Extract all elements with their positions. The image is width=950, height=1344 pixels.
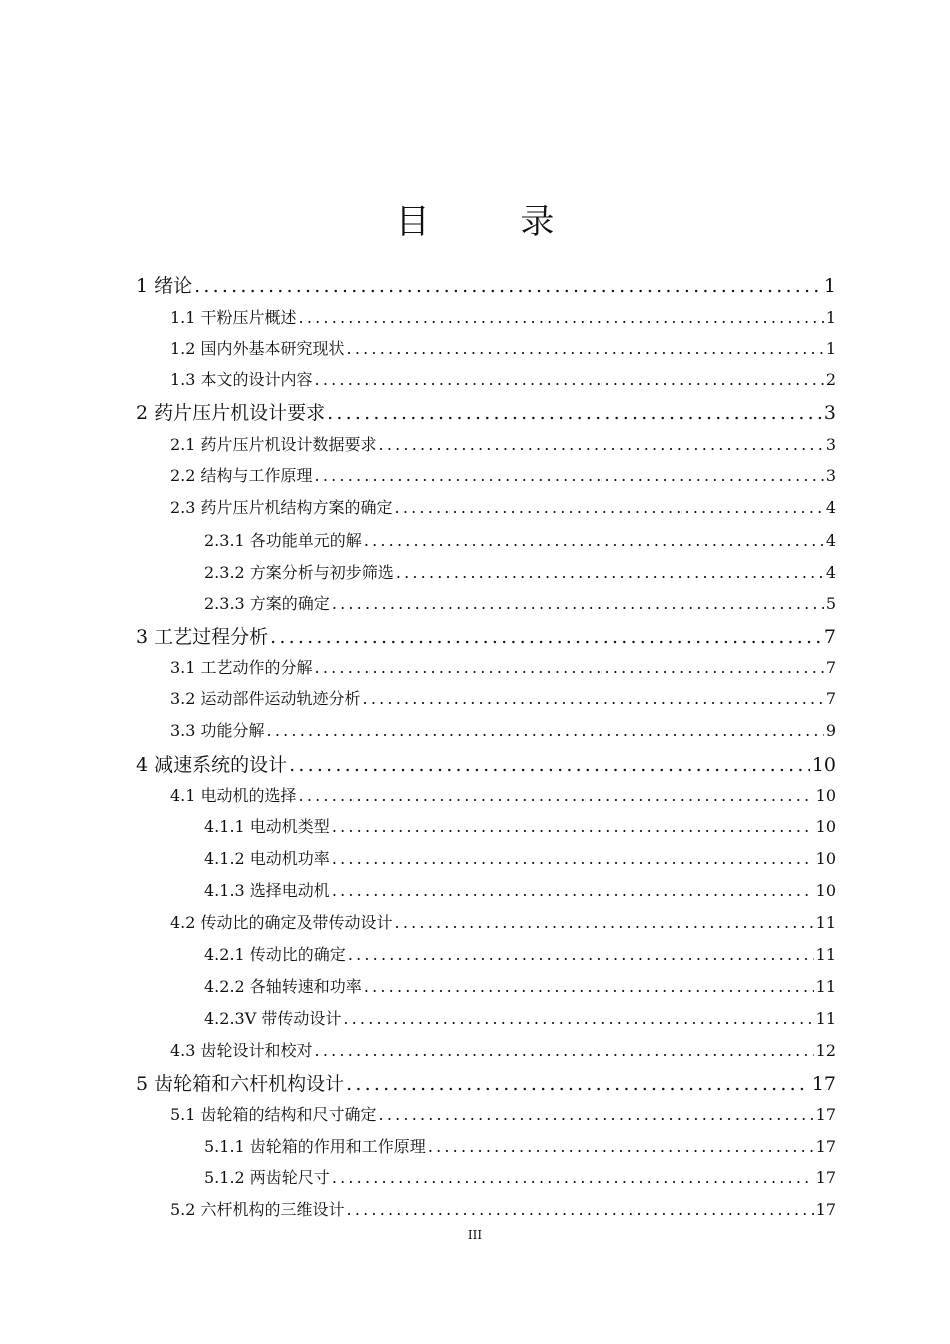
toc-entry-page: 1 — [823, 275, 836, 297]
toc-entry-title: 4.1.2 电动机功率 — [204, 849, 330, 868]
toc-entry-title: 4.2.2 各轴转速和功率 — [204, 977, 362, 996]
toc-entry-title: 4.1.1 电动机类型 — [204, 817, 330, 836]
toc-entry-page: 17 — [815, 1105, 836, 1124]
toc-entry-page: 10 — [815, 817, 836, 836]
toc-entry[interactable] — [170, 366, 836, 394]
toc-entry-page: 17 — [815, 1168, 836, 1187]
toc-entry-title: 4.1.3 选择电动机 — [204, 881, 330, 900]
toc-entry-title: 4.3 齿轮设计和校对 — [170, 1041, 313, 1060]
toc-entry-page: 10 — [815, 786, 836, 805]
toc-entry-title: 5.1.1 齿轮箱的作用和工作原理 — [204, 1137, 426, 1156]
toc-leader-dots — [364, 973, 814, 1001]
toc-entry[interactable] — [204, 1133, 836, 1161]
toc-entry-title: 2.2 结构与工作原理 — [170, 466, 313, 485]
toc-leader-dots — [327, 399, 822, 427]
toc-entry[interactable] — [170, 1037, 836, 1065]
toc-entry-title: 3.1 工艺动作的分解 — [170, 658, 313, 677]
toc-entry-page: 9 — [825, 721, 836, 740]
toc-entry-page: 11 — [815, 977, 836, 996]
toc-entry-page: 3 — [825, 435, 836, 454]
toc-entry-page: 17 — [811, 1073, 836, 1095]
toc-entry[interactable] — [204, 527, 836, 555]
toc-entry-page: 10 — [815, 881, 836, 900]
toc-entry-page: 4 — [825, 531, 836, 550]
toc-entry-page: 12 — [815, 1041, 836, 1060]
toc-entry-page: 7 — [825, 658, 836, 677]
toc-entry-title: 2.3.3 方案的确定 — [204, 594, 330, 613]
toc-leader-dots — [347, 335, 824, 363]
toc-entry[interactable] — [170, 717, 836, 745]
toc-entry-page: 3 — [823, 402, 836, 424]
toc-entry-title: 2.1 药片压片机设计数据要求 — [170, 435, 377, 454]
toc-leader-dots — [315, 654, 824, 682]
toc-entry-title: 4.2.3V 带传动设计 — [204, 1009, 342, 1028]
toc-leader-dots — [332, 877, 814, 905]
toc-entry-page: 1 — [825, 308, 836, 327]
toc-entry-title: 1.2 国内外基本研究现状 — [170, 339, 345, 358]
toc-entry-title: 4.2 传动比的确定及带传动设计 — [170, 913, 393, 932]
toc-entry-title: 3.3 功能分解 — [170, 721, 265, 740]
toc-entry-page: 3 — [825, 466, 836, 485]
toc-leader-dots — [315, 462, 824, 490]
toc-leader-dots — [346, 1070, 810, 1098]
toc-leader-dots — [267, 717, 824, 745]
toc-leader-dots — [194, 272, 822, 300]
toc-leader-dots — [348, 941, 814, 969]
toc-entry[interactable] — [136, 623, 836, 651]
toc-entry-title: 2.3 药片压片机结构方案的确定 — [170, 498, 393, 517]
toc-leader-dots — [347, 1196, 814, 1224]
toc-entry-title: 2 药片压片机设计要求 — [136, 402, 326, 424]
toc-entry-page: 7 — [823, 626, 836, 648]
toc-leader-dots — [395, 494, 824, 522]
toc-leader-dots — [332, 845, 814, 873]
toc-entry-title: 5 齿轮箱和六杆机构设计 — [136, 1073, 345, 1095]
toc-title: 目 录 — [395, 202, 595, 242]
toc-leader-dots — [332, 590, 824, 618]
toc-entry[interactable] — [204, 941, 836, 969]
toc-entry-title: 2.3.2 方案分析与初步筛选 — [204, 563, 394, 582]
toc-leader-dots — [379, 1101, 814, 1129]
toc-entry-title: 1 绪论 — [136, 275, 193, 297]
toc-entry-page: 10 — [811, 754, 836, 776]
toc-entry-page: 11 — [815, 1009, 836, 1028]
toc-entry[interactable] — [204, 973, 836, 1001]
toc-entry[interactable] — [136, 399, 836, 427]
toc-entry-title: 5.2 六杆机构的三维设计 — [170, 1200, 345, 1219]
toc-leader-dots — [289, 751, 810, 779]
toc-entry[interactable] — [204, 1005, 836, 1033]
toc-entry[interactable] — [204, 813, 836, 841]
toc-leader-dots — [270, 623, 822, 651]
toc-entry-title: 4 减速系统的设计 — [136, 754, 288, 776]
toc-entry[interactable] — [170, 1196, 836, 1224]
toc-leader-dots — [396, 559, 824, 587]
toc-entry-title: 5.1 齿轮箱的结构和尺寸确定 — [170, 1105, 377, 1124]
toc-entry-title: 4.2.1 传动比的确定 — [204, 945, 346, 964]
toc-entry-page: 11 — [815, 913, 836, 932]
page-number: III — [467, 1228, 483, 1242]
toc-entry[interactable] — [170, 304, 836, 332]
toc-leader-dots — [315, 366, 824, 394]
toc-entry-title: 3 工艺过程分析 — [136, 626, 269, 648]
toc-entry-page: 5 — [825, 594, 836, 613]
toc-entry-page: 2 — [825, 370, 836, 389]
toc-entry[interactable] — [170, 335, 836, 363]
toc-entry-title: 1.1 干粉压片概述 — [170, 308, 297, 327]
toc-entry[interactable] — [170, 685, 836, 713]
toc-leader-dots — [379, 431, 824, 459]
toc-entry[interactable] — [204, 845, 836, 873]
toc-entry[interactable] — [136, 272, 836, 300]
toc-leader-dots — [299, 782, 814, 810]
toc-entry[interactable] — [204, 877, 836, 905]
toc-entry[interactable] — [170, 494, 836, 522]
toc-leader-dots — [364, 527, 824, 555]
toc-entry[interactable] — [204, 590, 836, 618]
toc-leader-dots — [332, 1164, 814, 1192]
toc-leader-dots — [343, 1005, 813, 1033]
toc-entry-title: 1.3 本文的设计内容 — [170, 370, 313, 389]
toc-leader-dots — [395, 909, 814, 937]
toc-entry-page: 10 — [815, 849, 836, 868]
toc-leader-dots — [299, 304, 824, 332]
toc-entry[interactable] — [170, 431, 836, 459]
toc-entry[interactable] — [170, 654, 836, 682]
toc-entry-title: 4.1 电动机的选择 — [170, 786, 297, 805]
toc-leader-dots — [315, 1037, 814, 1065]
toc-entry-page: 7 — [825, 689, 836, 708]
toc-entry-page: 17 — [815, 1200, 836, 1219]
toc-entry[interactable] — [170, 462, 836, 490]
toc-entry-page: 1 — [825, 339, 836, 358]
toc-entry-page: 11 — [815, 945, 836, 964]
toc-entry[interactable] — [170, 782, 836, 810]
toc-entry[interactable] — [136, 1070, 836, 1098]
toc-leader-dots — [332, 813, 814, 841]
toc-entry-page: 4 — [825, 498, 836, 517]
toc-entry[interactable] — [204, 559, 836, 587]
toc-entry[interactable] — [170, 909, 836, 937]
toc-leader-dots — [363, 685, 824, 713]
toc-entry[interactable] — [170, 1101, 836, 1129]
toc-leader-dots — [428, 1133, 814, 1161]
toc-entry-title: 5.1.2 两齿轮尺寸 — [204, 1168, 330, 1187]
toc-entry-page: 17 — [815, 1137, 836, 1156]
toc-entry-page: 4 — [825, 563, 836, 582]
toc-entry-title: 2.3.1 各功能单元的解 — [204, 531, 362, 550]
toc-entry[interactable] — [204, 1164, 836, 1192]
toc-entry-title: 3.2 运动部件运动轨迹分析 — [170, 689, 361, 708]
toc-entry[interactable] — [136, 751, 836, 779]
